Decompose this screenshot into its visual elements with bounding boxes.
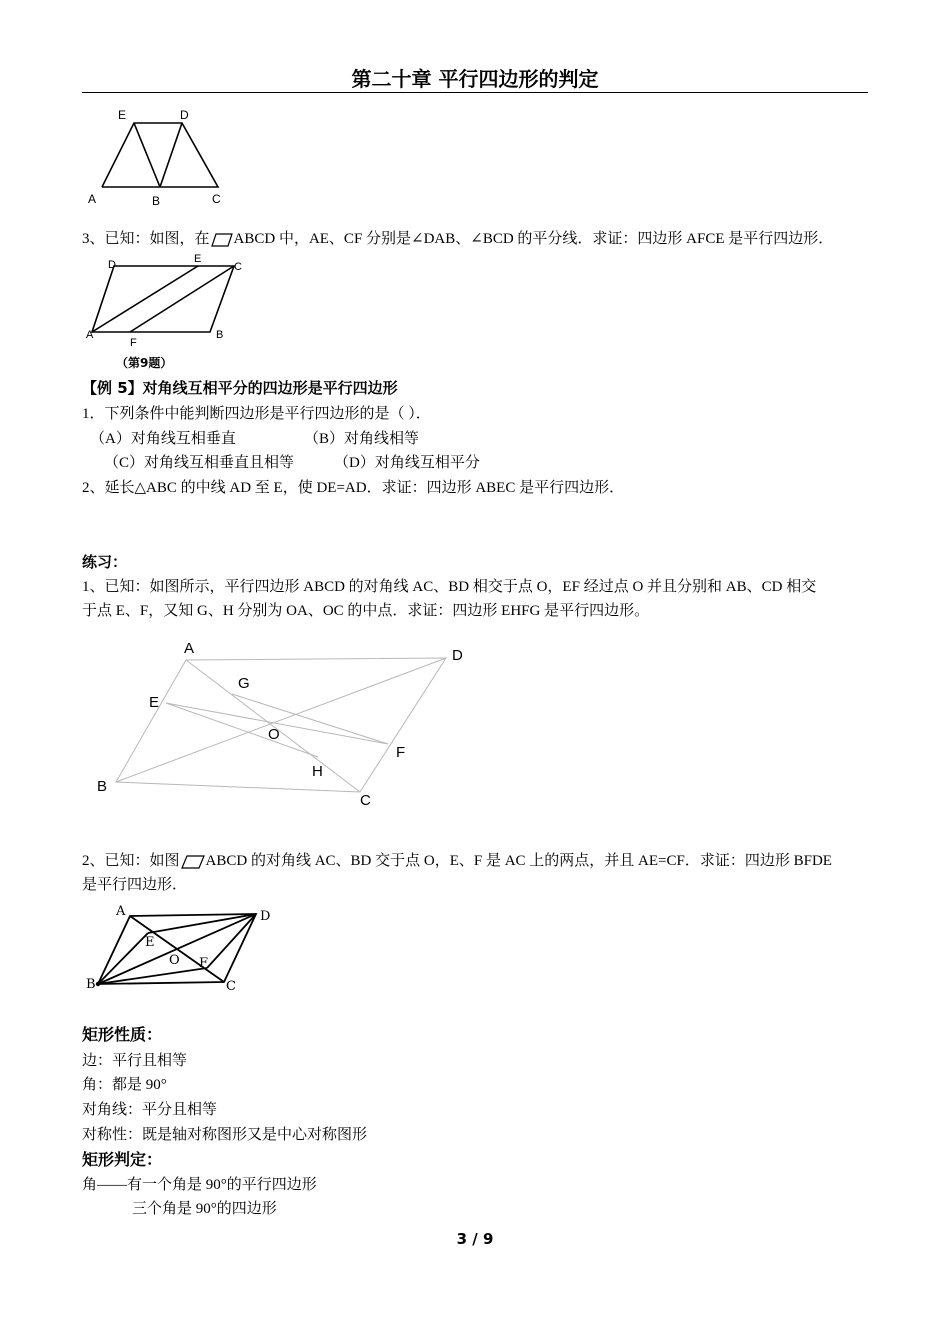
label-a: A xyxy=(116,904,126,919)
p2-prefix: 2、已知：如图 xyxy=(82,853,180,869)
label-o: O xyxy=(169,953,180,968)
label-f: F xyxy=(199,956,209,971)
label-c: C xyxy=(226,979,236,994)
q3-suffix: ABCD 中，AE、CF 分别是∠DAB、∠BCD 的平分线．求证：四边形 AFCE 是平行四边形． xyxy=(233,231,834,247)
label-d: D xyxy=(180,108,189,122)
rect-criteria-heading: 矩形判定： xyxy=(82,1150,163,1169)
label-g: G xyxy=(238,675,250,692)
option-a: （A）对角线互相垂直 xyxy=(90,431,236,447)
label-e: E xyxy=(194,253,202,265)
label-e: E xyxy=(145,935,155,950)
option-d: （D）对角线互相平分 xyxy=(334,455,480,471)
practice-1-line-2: 于点 E、F，又知 G、H 分别为 OA、OC 的中点．求证：四边形 EHFG 是平行四边形。 xyxy=(82,603,650,619)
label-f: F xyxy=(396,744,406,761)
rect-prop-diagonals: 对角线：平分且相等 xyxy=(82,1102,218,1118)
label-a: A xyxy=(86,329,94,341)
label-a: A xyxy=(88,192,97,206)
label-b: B xyxy=(152,194,161,208)
rect-prop-symmetry: 对称性：既是轴对称图形又是中心对称图形 xyxy=(82,1127,368,1143)
practice-1-line-1: 1、已知：如图所示，平行四边形 ABCD 的对角线 AC、BD 相交于点 O，EF 经过点 O 并且分别和 AB、CD 相交 xyxy=(82,579,817,595)
label-c: C xyxy=(234,261,242,273)
option-c: （C）对角线互相垂直且相等 xyxy=(104,455,295,471)
label-e: E xyxy=(118,108,127,122)
example-5-heading: 【例 5】对角线互相平分的四边形是平行四边形 xyxy=(82,379,398,397)
rect-properties-heading: 矩形性质： xyxy=(82,1025,163,1044)
rect-prop-sides: 边：平行且相等 xyxy=(82,1053,188,1069)
label-b: B xyxy=(86,977,96,992)
example-5-question-1: 1．下列条件中能判断四边形是平行四边形的是（ ）． xyxy=(82,406,431,422)
figure-caption: （第9题） xyxy=(116,356,173,370)
rect-criteria-angle-2: 三个角是 90°的四边形 xyxy=(132,1201,277,1217)
example-5-question-2: 2、延长△ABC 的中线 AD 至 E，使 DE=AD．求证：四边形 ABEC 是平行四边形． xyxy=(82,480,625,496)
label-b: B xyxy=(216,329,224,341)
p2-suffix: ABCD 的对角线 AC、BD 交于点 O，E、F 是 AC 上的两点，并且 AE=CF．求证：四边形 BFDE xyxy=(205,853,832,869)
label-a: A xyxy=(184,640,195,657)
option-b: （B）对角线相等 xyxy=(304,431,420,447)
label-d: D xyxy=(108,259,116,271)
label-f: F xyxy=(130,337,137,349)
label-h: H xyxy=(312,763,323,780)
practice-heading: 练习： xyxy=(82,553,128,571)
label-o: O xyxy=(268,726,280,743)
page-number: 3 / 9 xyxy=(456,1230,494,1248)
practice-2-line-2: 是平行四边形． xyxy=(82,877,188,893)
label-b: B xyxy=(97,778,108,795)
label-c: C xyxy=(360,792,371,809)
label-c: C xyxy=(212,192,221,206)
q3-prefix: 3、已知：如图，在 xyxy=(82,231,210,247)
label-e: E xyxy=(149,694,160,711)
rect-criteria-angle-1: 角——有一个角是 90°的平行四边形 xyxy=(82,1177,317,1193)
rect-prop-angles: 角：都是 90° xyxy=(82,1077,167,1093)
label-d: D xyxy=(260,909,271,924)
label-d: D xyxy=(452,647,463,664)
page-title: 第二十章 平行四边形的判定 xyxy=(351,67,599,91)
